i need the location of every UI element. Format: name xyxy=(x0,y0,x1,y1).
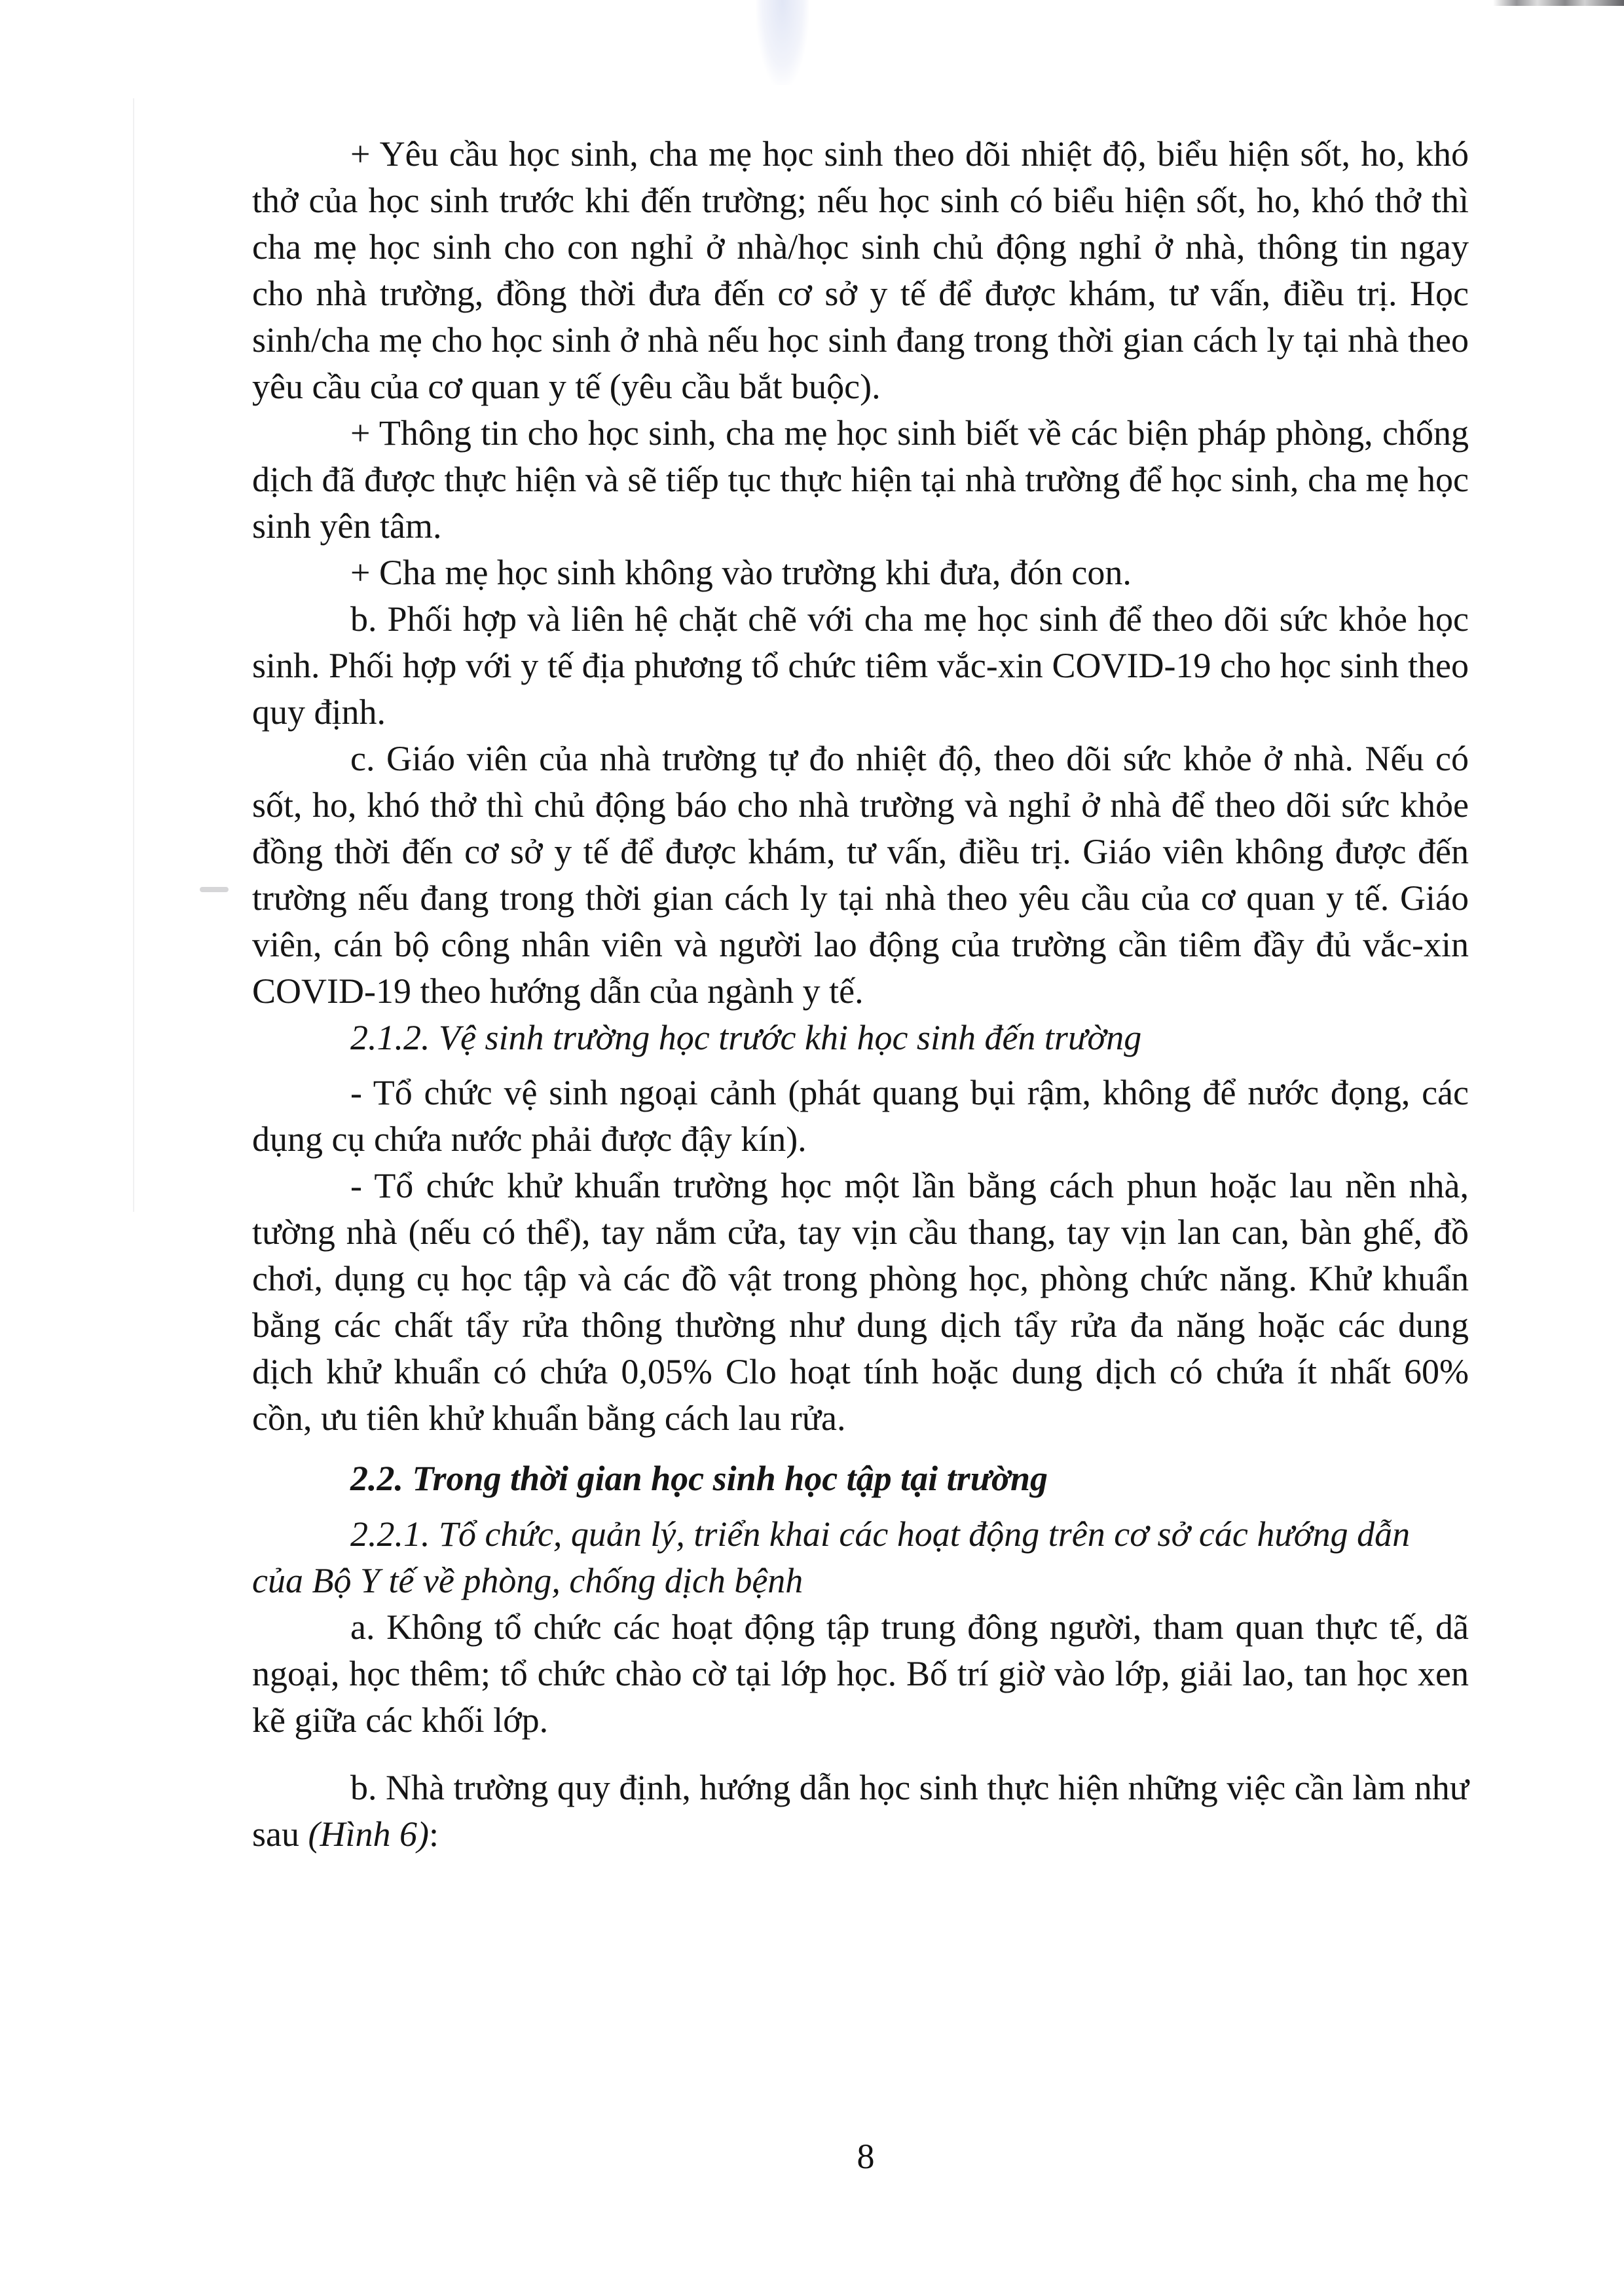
heading-2-2: 2.2. Trong thời gian học sinh học tập tại trường xyxy=(350,1459,1048,1498)
scan-artifact-dash xyxy=(200,887,229,892)
text-block xyxy=(252,131,1469,1858)
scan-artifact-smear xyxy=(756,0,809,85)
para-b-phoi-hop: b. Phối hợp và liên hệ chặt chẽ với cha mẹ học sinh để theo dõi sức khỏe học sinh. Phối hợp với y tế địa phương tổ chức tiêm vắc-xin COVID-19 cho học sinh theo quy định. xyxy=(252,599,1469,732)
para-plus-thong-tin: + Thông tin cho học sinh, cha mẹ học sinh biết về các biện pháp phòng, chống dịch đã được thực hiện và sẽ tiếp tục thực hiện tại nhà trường để học sinh, cha mẹ học sinh yên tâm. xyxy=(252,413,1469,546)
para-plus-yeu-cau: + Yêu cầu học sinh, cha mẹ học sinh theo dõi nhiệt độ, biểu hiện sốt, ho, khó thở của học sinh trước khi đến trường; nếu học sinh có biểu hiện sốt, ho, khó thở thì cha mẹ học sinh cho con nghỉ ở nhà/học sinh chủ động nghỉ ở nhà, thông tin ngay cho nhà trường, đồng thời đưa đến cơ sở y tế để được khám, tư vấn, điều trị. Học sinh/cha mẹ cho học sinh ở nhà nếu học sinh đang trong thời gian cách ly tại nhà theo yêu cầu của cơ quan y tế (yêu cầu bắt buộc). xyxy=(252,134,1469,406)
scan-artifact-top-right xyxy=(1493,0,1624,6)
para-to-chuc-ve-sinh: - Tổ chức vệ sinh ngoại cảnh (phát quang bụi rậm, không để nước đọng, các dụng cụ chứa nước phải được đậy kín). xyxy=(252,1073,1469,1159)
heading-2-1-2: 2.1.2. Vệ sinh trường học trước khi học sinh đến trường xyxy=(350,1018,1142,1057)
para-b-nha-truong: b. Nhà trường quy định, hướng dẫn học sinh thực hiện những việc cần làm như sau (Hình 6): xyxy=(252,1768,1469,1854)
scan-artifact-vertical-line xyxy=(133,98,134,1212)
para-to-chuc-khu-khuan: - Tổ chức khử khuẩn trường học một lần bằng cách phun hoặc lau nền nhà, tường nhà (nếu có thể), tay nắm cửa, tay vịn cầu thang, tay vịn lan can, bàn ghế, đồ chơi, dụng cụ học tập và các đồ vật trong phòng học, phòng chức năng. Khử khuẩn bằng các chất tẩy rửa thông thường như dung dịch tẩy rửa đa năng hoặc các dung dịch khử khuẩn có chứa 0,05% Clo hoạt tính hoặc dung dịch có chứa ít nhất 60% cồn, ưu tiên khử khuẩn bằng cách lau rửa. xyxy=(252,1166,1469,1438)
heading-2-2-1: 2.2.1. Tổ chức, quản lý, triển khai các hoạt động trên cơ sở các hướng dẫn của Bộ Y tế về phòng, chống dịch bệnh xyxy=(252,1514,1411,1600)
para-a-khong-to-chuc: a. Không tổ chức các hoạt động tập trung đông người, tham quan thực tế, dã ngoại, học thêm; tổ chức chào cờ tại lớp học. Bố trí giờ vào lớp, giải lao, tan học xen kẽ giữa các khối lớp. xyxy=(252,1607,1469,1740)
para-plus-cha-me: + Cha mẹ học sinh không vào trường khi đưa, đón con. xyxy=(350,553,1132,592)
page-number: 8 xyxy=(857,2137,875,2176)
para-c-giao-vien: c. Giáo viên của nhà trường tự đo nhiệt độ, theo dõi sức khỏe ở nhà. Nếu có sốt, ho, khó thở thì chủ động báo cho nhà trường và nghỉ ở nhà để theo dõi sức khỏe đồng thời đến cơ sở y tế để được khám, tư vấn, điều trị. Giáo viên không được đến trường nếu đang trong thời gian cách ly tại nhà theo yêu cầu của cơ quan y tế. Giáo viên, cán bộ công nhân viên và người lao động của trường cần tiêm đầy đủ vắc-xin COVID-19 theo hướng dẫn của ngành y tế. xyxy=(252,739,1469,1011)
